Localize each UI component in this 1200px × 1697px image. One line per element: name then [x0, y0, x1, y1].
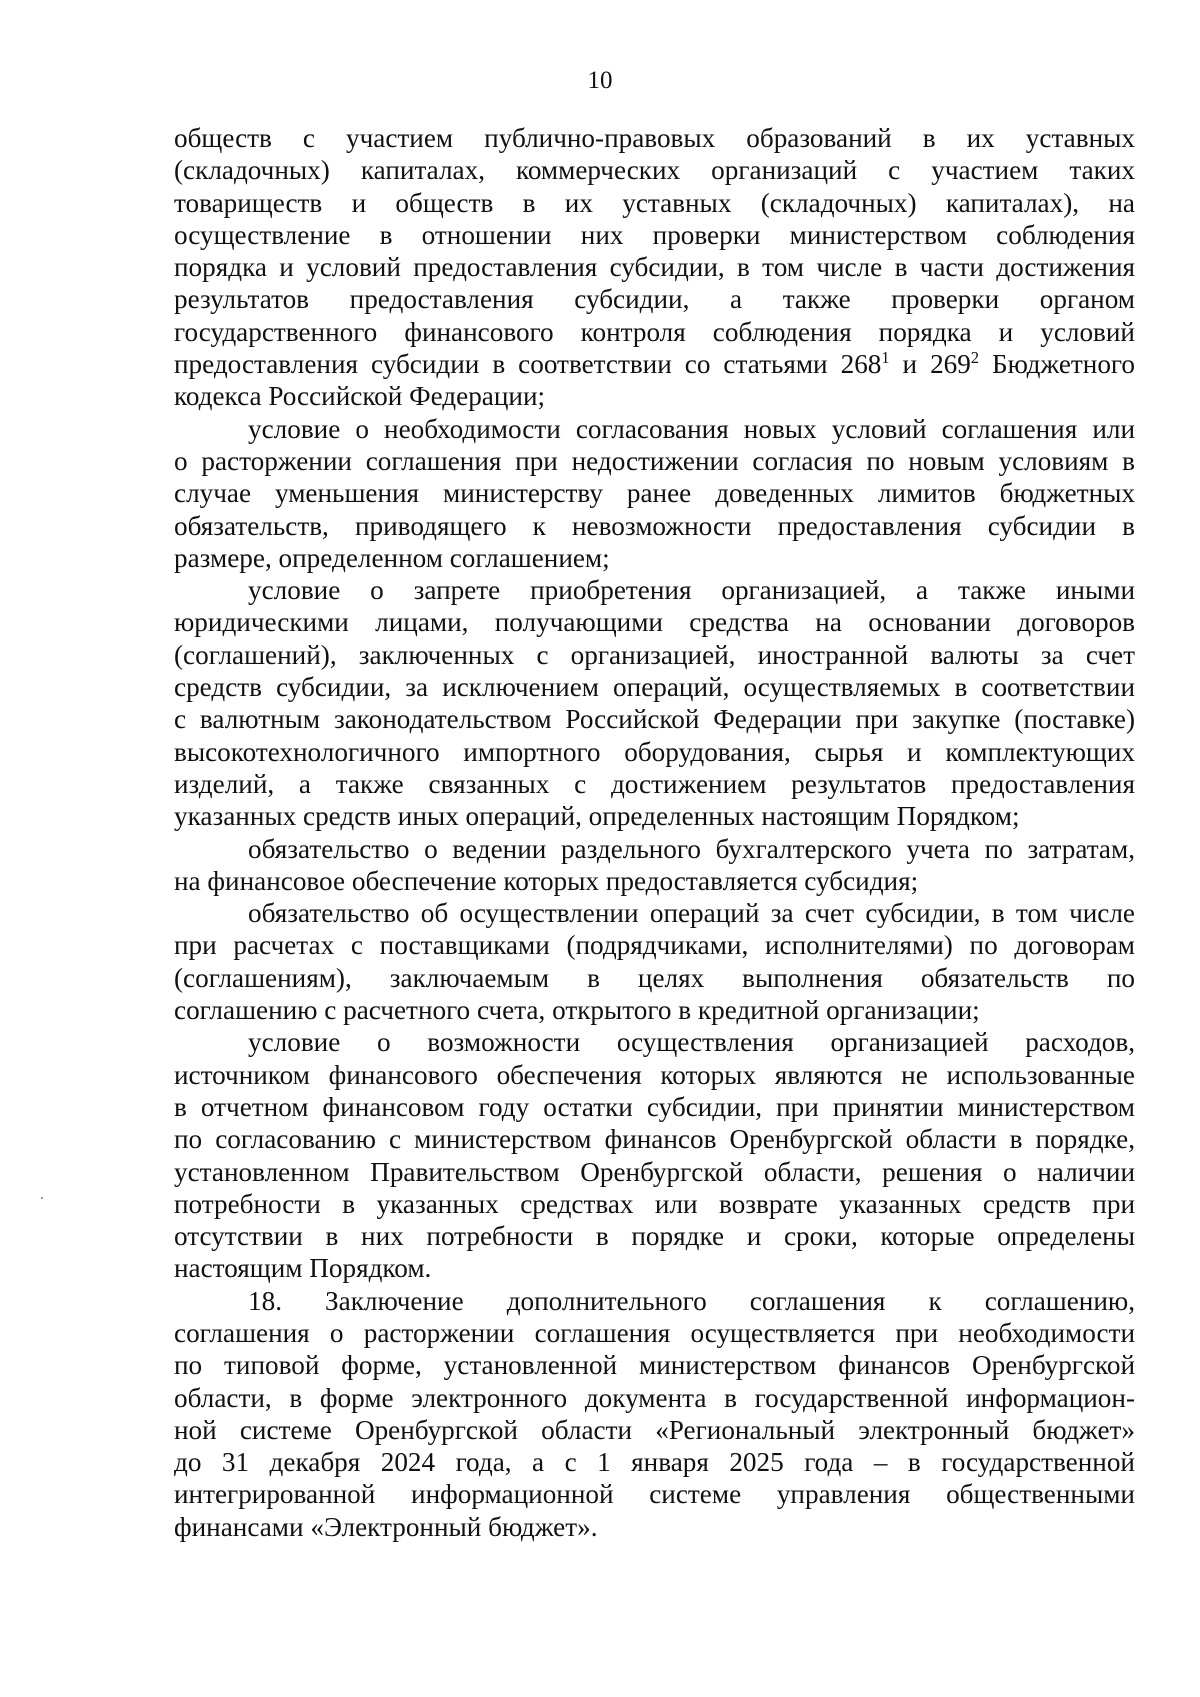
text-line: указанных средств иных операций, определенных настоящим Порядком;	[174, 801, 1020, 832]
paragraph	[174, 897, 1135, 1026]
text-line: по согласованию с министерством финансов Оренбургской области в порядке,	[174, 1124, 1135, 1155]
text-line: потребности в указанных средствах или возврате указанных средств при	[174, 1188, 1135, 1219]
paragraph	[174, 574, 1135, 832]
text-line: до 31 декабря 2024 года, а с 1 января 2025 года – в государственной	[174, 1447, 1135, 1478]
document-body	[174, 122, 1135, 1543]
text-line: интегрированной информационной системе управления общественными	[174, 1479, 1135, 1510]
text-line: обязательств, приводящего к невозможности предоставления субсидии в	[174, 510, 1135, 541]
text-line: обязательство об осуществлении операций за счет субсидии, в том числе	[248, 898, 1135, 929]
text-line: обществ с участием публично-правовых образований в их уставных	[174, 123, 1135, 153]
scan-speck	[41, 1197, 43, 1199]
text-line: размере, определенном соглашением;	[174, 542, 610, 573]
text-line: условие о запрете приобретения организацией, а также иными	[248, 575, 1135, 606]
text-line: кодекса Российской Федерации;	[174, 381, 546, 412]
text-line: товариществ и обществ в их уставных (складочных) капиталах), на	[174, 187, 1135, 218]
text-line: случае уменьшения министерству ранее доведенных лимитов бюджетных	[174, 478, 1135, 509]
text-line: государственного финансового контроля соблюдения порядка и условий	[174, 316, 1135, 347]
text-line: в отчетном финансовом году остатки субсидии, при принятии министерством	[174, 1091, 1135, 1122]
text-line: источником финансового обеспечения которых являются не использованные	[174, 1059, 1135, 1090]
paragraph	[174, 833, 1135, 898]
text-line: отсутствии в них потребности в порядке и сроки, которые определены	[174, 1221, 1135, 1252]
text-line: ной системе Оренбургской области «Региональный электронный бюджет»	[174, 1414, 1135, 1445]
text-line: условие о возможности осуществления организацией расходов,	[248, 1027, 1135, 1058]
text-line: высокотехнологичного импортного оборудования, сырья и комплектующих	[174, 736, 1135, 767]
page-number: 10	[587, 67, 613, 94]
text-line: по типовой форме, установленной министерством финансов Оренбургской	[174, 1350, 1135, 1381]
text-line: установленном Правительством Оренбургской области, решения о наличии	[174, 1156, 1135, 1187]
text-line: на финансовое обеспечение которых предоставляется субсидия;	[174, 865, 919, 896]
text-line: осуществление в отношении них проверки министерством соблюдения	[174, 219, 1135, 250]
text-line: предоставления субсидии в соответствии со статьями $268^1$ и $269^2$ Бюджетного	[174, 348, 1135, 380]
paragraph	[174, 122, 1135, 413]
text-line: о расторжении соглашения при недостижении согласия по новым условиям в	[174, 445, 1135, 476]
text-line: (соглашений), заключенных с организацией, иностранной валюты за счет	[174, 639, 1135, 670]
paragraph	[174, 413, 1135, 574]
text-line: изделий, а также связанных с достижением результатов предоставления	[174, 768, 1135, 799]
text-line: (соглашениям), заключаемым в целях выполнения обязательств по	[174, 962, 1135, 993]
text-line: порядка и условий предоставления субсидии, в том числе в части достижения	[174, 252, 1135, 283]
text-line: средств субсидии, за исключением операций, осуществляемых в соответствии	[174, 672, 1135, 703]
text-line: юридическими лицами, получающими средства на основании договоров	[174, 607, 1135, 638]
text-line: настоящим Порядком.	[174, 1253, 432, 1284]
text-line: соглашению с расчетного счета, открытого в кредитной организации;	[174, 995, 980, 1026]
paragraph	[174, 1026, 1135, 1284]
paragraph	[174, 1285, 1135, 1543]
text-line: области, в форме электронного документа в государственной информацион-	[174, 1382, 1135, 1413]
text-line: с валютным законодательством Российской Федерации при закупке (поставке)	[174, 704, 1135, 735]
text-line: финансами «Электронный бюджет».	[174, 1511, 598, 1542]
text-line: обязательство о ведении раздельного бухгалтерского учета по затратам,	[248, 833, 1135, 864]
text-line: (складочных) капиталах, коммерческих организаций с участием таких	[174, 155, 1135, 186]
text-line: условие о необходимости согласования новых условий соглашения или	[248, 413, 1135, 444]
text-line: 18. Заключение дополнительного соглашения к соглашению,	[248, 1285, 1135, 1316]
text-line: при расчетах с поставщиками (подрядчиками, исполнителями) по договорам	[174, 930, 1135, 961]
text-line: соглашения о расторжении соглашения осуществляется при необходимости	[174, 1317, 1135, 1348]
text-line: результатов предоставления субсидии, а также проверки органом	[174, 284, 1135, 315]
